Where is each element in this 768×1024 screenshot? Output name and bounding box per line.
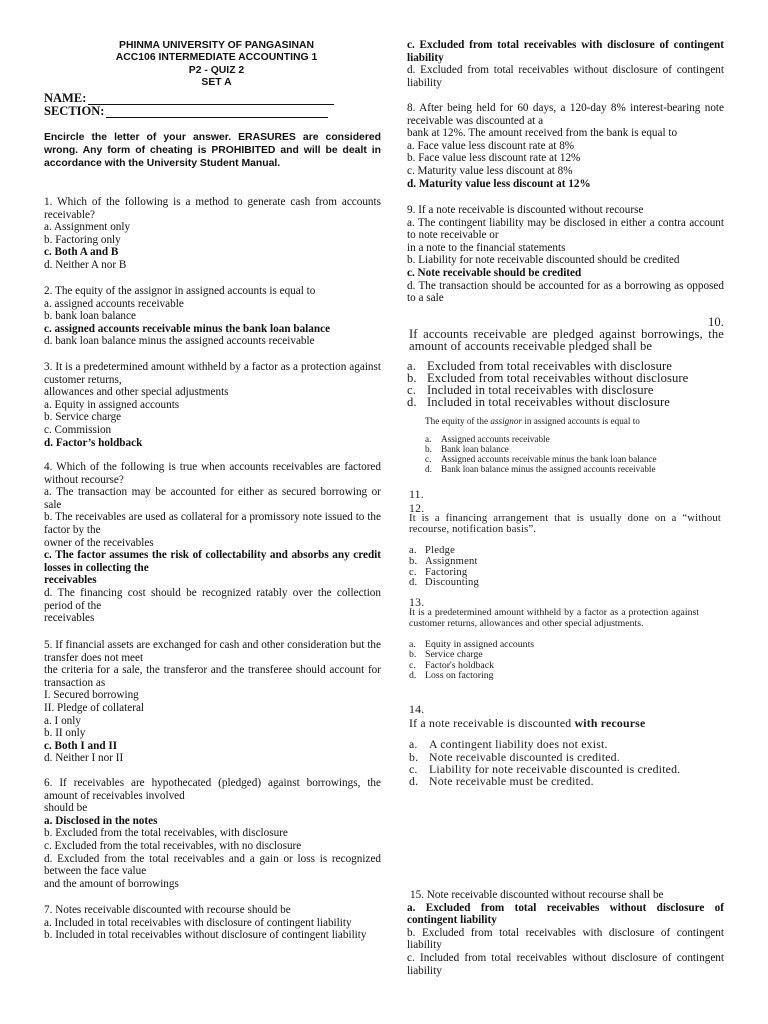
option-c[interactable]: c. Commission [44, 423, 112, 436]
statement-ii: II. Pledge of collateral [44, 701, 145, 714]
option-b[interactable]: b. bank loan balance [44, 310, 136, 323]
option-c-answer[interactable]: c. Both A and B [44, 246, 119, 259]
question-7-continued [407, 39, 724, 89]
option-b[interactable]: b. Excluded from total receivables without disclosure [407, 371, 689, 386]
question-2 [44, 285, 381, 348]
section-label: SECTION: [44, 104, 105, 118]
question-7 [44, 904, 381, 942]
option-b[interactable]: b. Excluded from the total receivables, with disclosure [44, 827, 288, 840]
option-d[interactable]: d. Bank loan balance minus the assigned accounts receivable [425, 464, 656, 474]
option-b[interactable]: b. Note receivable discounted is credited. [409, 749, 620, 764]
quiz-title: P2 - QUIZ 2 [188, 64, 245, 76]
question-11 [407, 416, 724, 501]
question-stem-cont: allowances and other special adjustments [44, 386, 229, 399]
question-stem: The equity of the assignor in assigned accounts is equal to [425, 416, 640, 426]
question-stem: 8. After being held for 60 days, a 120-day 8% interest-bearing note receivable was discounted at a [407, 102, 724, 127]
question-number: 13. [409, 595, 425, 609]
option-d-answer[interactable]: d. Factor’s holdback [44, 436, 143, 449]
university-name: PHINMA UNIVERSITY OF PANGASINAN [119, 40, 314, 51]
name-blank[interactable] [88, 94, 334, 105]
option-d[interactable]: d. Neither I nor II [44, 752, 124, 765]
question-1 [44, 196, 381, 272]
option-b[interactable]: b. Service charge [44, 411, 122, 424]
option-d-answer[interactable]: d. Maturity value less discount at 12% [407, 177, 591, 190]
option-a[interactable]: a. Pledge [409, 545, 456, 557]
option-a[interactable]: a. Equity in assigned accounts [409, 639, 535, 651]
option-a-answer[interactable]: a. Disclosed in the notes [44, 814, 158, 827]
question-4 [44, 461, 381, 625]
question-8 [407, 102, 724, 190]
option-d-cont[interactable]: receivables [44, 612, 95, 625]
option-a[interactable]: a. The transaction may be accounted for either as secured borrowing or sale [44, 486, 381, 511]
question-stem: 5. If financial assets are exchanged for cash and other consideration but the transfer does not meet [44, 639, 381, 664]
question-stem: 9. If a note receivable is discounted without recourse [407, 204, 644, 216]
option-a[interactable]: a. A contingent liability does not exist. [409, 737, 608, 752]
option-d-cont[interactable]: and the amount of borrowings [44, 877, 179, 890]
question-6 [44, 777, 381, 890]
option-a-cont[interactable]: in a note to the financial statements [407, 241, 566, 254]
option-d[interactable]: d. Discounting [409, 577, 479, 589]
option-d[interactable]: d. Neither A nor B [44, 258, 127, 271]
question-10 [407, 317, 724, 409]
option-c[interactable]: c. Excluded from the total receivables, with no disclosure [44, 839, 302, 852]
question-stem: 3. It is a predetermined amount withheld by a factor as a protection against customer returns, [44, 361, 381, 386]
question-3 [44, 361, 381, 449]
question-13 [409, 596, 699, 682]
question-stem: 15. Note receivable discounted without recourse shall be [410, 889, 664, 901]
option-c[interactable]: c. Liability for note receivable discounted is credited. [409, 761, 681, 776]
option-c-answer[interactable]: c. assigned accounts receivable minus the bank loan balance [44, 322, 331, 335]
statement-i: I. Secured borrowing [44, 689, 139, 702]
option-c[interactable]: c. Factor's holdback [409, 659, 494, 671]
option-b[interactable]: b. Excluded from total receivables with disclosure of contingent liability [407, 926, 724, 952]
option-c[interactable]: c. Included in total receivables with disclosure [407, 382, 654, 397]
option-c[interactable]: c. Factoring [409, 566, 468, 578]
name-label: NAME: [44, 91, 87, 105]
option-b[interactable]: b. Liability for note receivable discounted should be credited [407, 254, 680, 267]
option-d[interactable]: d. The financing cost should be recognized ratably over the collection period of the [44, 586, 381, 612]
question-stem-cont: bank at 12%. The amount received from the bank is equal to [407, 127, 678, 140]
option-d[interactable]: d. Included in total receivables without disclosure [407, 394, 670, 409]
question-9 [407, 204, 724, 305]
option-a[interactable]: a. Equity in assigned accounts [44, 398, 180, 411]
option-a[interactable]: a. Included in total receivables with disclosure of contingent liability [44, 916, 352, 929]
option-d[interactable]: d. bank loan balance minus the assigned accounts receivable [44, 335, 315, 348]
option-a[interactable]: a. The contingent liability may be disclosed in either a contra account to note receivable or [407, 216, 724, 242]
question-12 [409, 502, 721, 589]
option-c[interactable]: c. Assigned accounts receivable minus the bank loan balance [425, 454, 657, 464]
set-label: SET A [201, 77, 232, 89]
option-b[interactable]: b. Factoring only [44, 233, 121, 246]
options-list [407, 361, 724, 408]
question-15 [407, 889, 724, 977]
question-stem: It is a predetermined amount withheld by a factor as a protection against customer returns, allowances and other special adjustments. [409, 607, 699, 629]
option-a[interactable]: a. assigned accounts receivable [44, 297, 184, 310]
option-c-answer[interactable]: c. Note receivable should be credited [407, 266, 582, 279]
question-14 [409, 703, 721, 787]
question-stem: If a note receivable is discounted with recourse [409, 716, 646, 731]
option-d[interactable]: d. The transaction should be accounted for as a borrowing as opposed to a sale [407, 279, 724, 305]
option-a-answer[interactable]: a. Excluded from total receivables without disclosure of contingent liability [407, 901, 724, 927]
option-b[interactable]: b. Service charge [409, 649, 483, 661]
option-d[interactable]: d. Excluded from the total receivables and a gain or loss is recognized between the face value [44, 852, 381, 878]
question-stem: 1. Which of the following is a method to generate cash from accounts receivable? [44, 196, 381, 221]
option-b[interactable]: b. Included in total receivables without disclosure of contingent liability [44, 929, 367, 942]
option-b-cont[interactable]: owner of the receivables [44, 536, 154, 549]
question-number: 12. [409, 501, 425, 515]
option-c-answer[interactable]: c. The factor assumes the risk of collectability and absorbs any credit losses in collecting the [44, 549, 381, 574]
question-stem: 7. Notes receivable discounted with recourse should be [44, 904, 291, 916]
option-b[interactable]: b. The receivables are used as collateral for a promissory note issued to the factor by the [44, 511, 381, 536]
question-stem: 6. If receivables are hypothecated (pledged) against borrowings, the amount of receivables involved [44, 777, 381, 802]
options-list [425, 434, 705, 474]
option-d[interactable]: d. Note receivable must be credited. [409, 774, 594, 789]
exam-header [44, 40, 381, 90]
question-number: 11. [409, 487, 424, 501]
section-blank[interactable] [106, 107, 328, 118]
section-field [44, 105, 328, 118]
option-c-answer[interactable]: c. Both I and II [44, 739, 118, 752]
question-stem: It is a financing arrangement that is usually done on a “without recourse, notification basis”. [409, 513, 721, 535]
option-a[interactable]: a. Face value less discount rate at 8% [407, 139, 575, 152]
question-stem: 4. Which of the following is true when accounts receivables are factored without recourse? [44, 461, 381, 486]
option-a[interactable]: a. Assignment only [44, 221, 131, 234]
option-c-answer[interactable]: c. Excluded from total receivables with disclosure of contingent liability [407, 39, 724, 64]
question-5 [44, 639, 381, 765]
option-c-answer-cont[interactable]: receivables [44, 574, 97, 587]
option-b[interactable]: b. Bank loan balance [425, 444, 509, 454]
question-stem: If accounts receivable are pledged against borrowings, the amount of accounts receivable pledged shall be [409, 326, 724, 353]
question-number: 10. [707, 315, 724, 329]
option-a[interactable]: a. I only [44, 714, 81, 727]
question-number: 14. [409, 702, 425, 716]
option-a[interactable]: a. Excluded from total receivables with disclosure [407, 359, 672, 374]
option-d[interactable]: d. Loss on factoring [409, 670, 494, 682]
option-a[interactable]: a. Assigned accounts receivable [425, 434, 550, 444]
question-stem-cont: should be [44, 802, 88, 815]
question-stem-cont: the criteria for a sale, the transferor and the transferee should account for transaction as [44, 664, 381, 689]
option-d[interactable]: d. Excluded from total receivables without disclosure of contingent liability [407, 64, 724, 89]
option-b[interactable]: b. II only [44, 727, 86, 740]
options-list [409, 546, 721, 588]
instructions: Encircle the letter of your answer. ERASURES are considered wrong. Any form of cheating is PROHIBITED and will be dealt in accordance with the University Student Manual. [44, 132, 381, 169]
options-list [409, 640, 699, 682]
course-title: ACC106 INTERMEDIATE ACCOUNTING 1 [115, 52, 318, 64]
option-c[interactable]: c. Maturity value less discount at 8% [407, 164, 573, 177]
option-b[interactable]: b. Assignment [409, 555, 478, 567]
option-b[interactable]: b. Face value less discount rate at 12% [407, 152, 581, 165]
question-stem: 2. The equity of the assignor in assigned accounts is equal to [44, 285, 316, 297]
option-c[interactable]: c. Included from total receivables without disclosure of contingent liability [407, 951, 724, 977]
options-list [409, 738, 721, 787]
